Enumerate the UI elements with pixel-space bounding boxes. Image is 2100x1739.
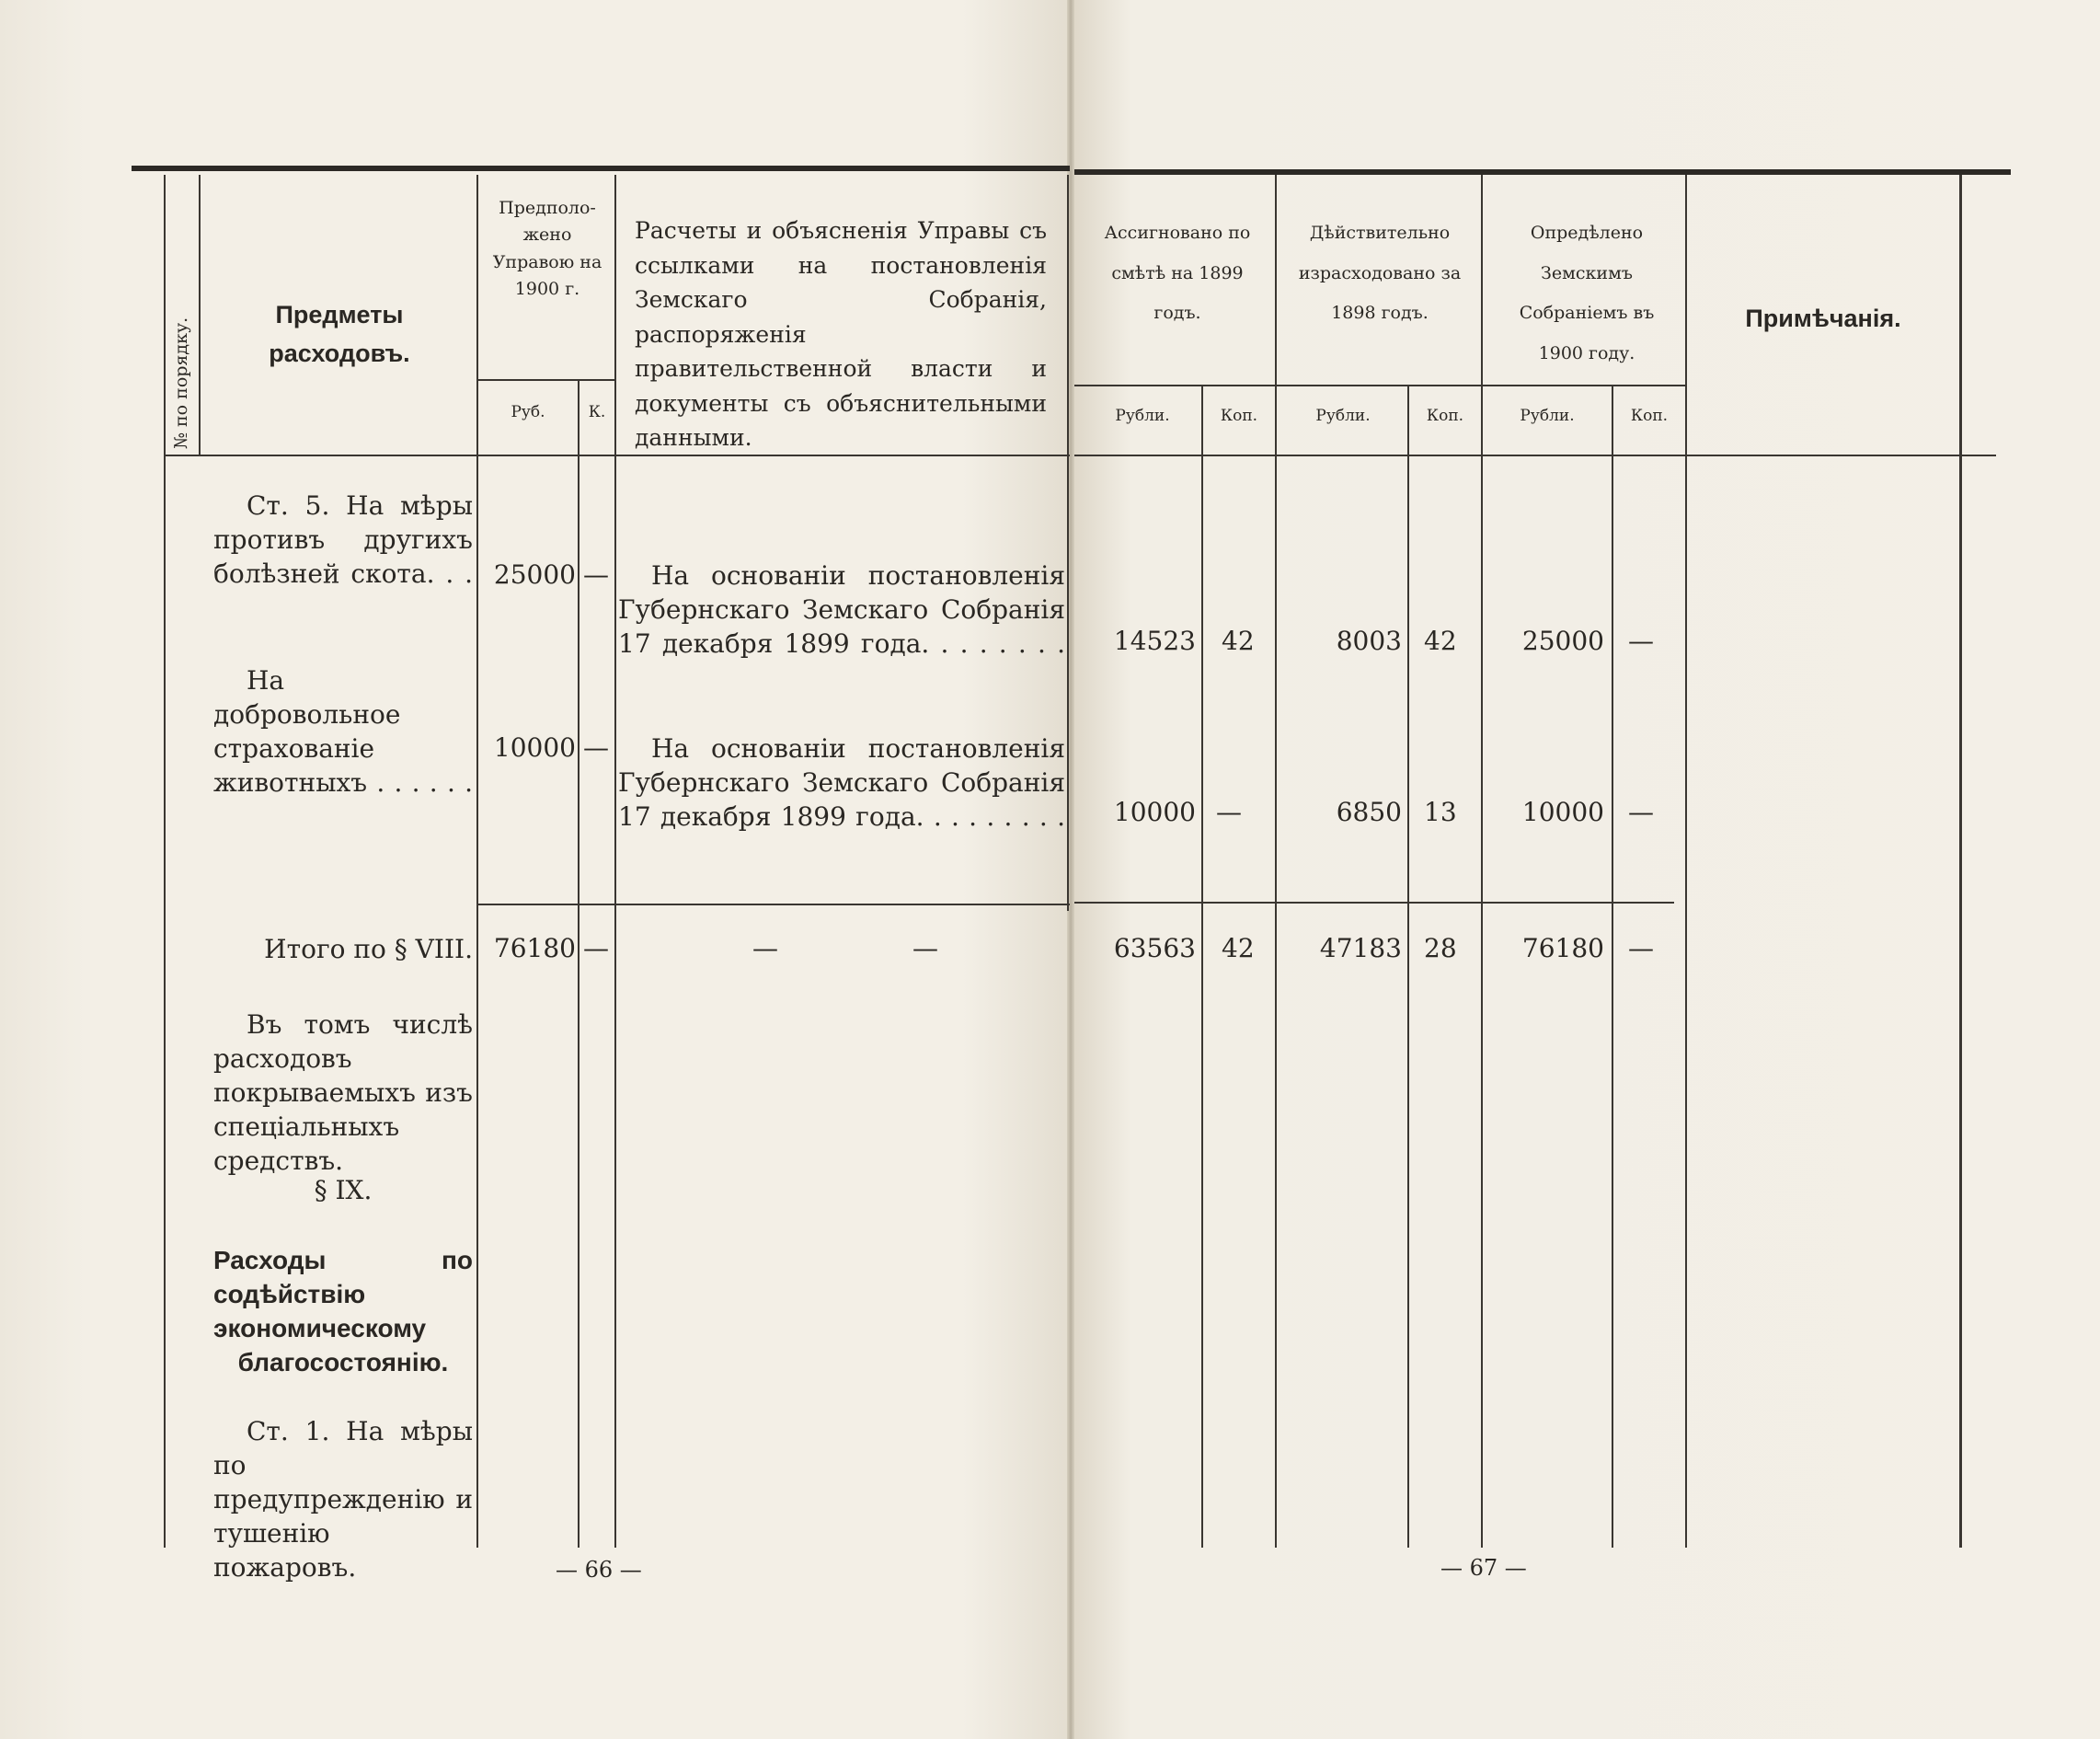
header-proposed-rub: Руб. (511, 403, 545, 421)
vline-spent-kop (1407, 385, 1409, 1548)
row-total-calc-dash1: — (752, 933, 778, 963)
row-total-spent-kop: 28 (1424, 933, 1457, 963)
header-proposed: Предполо-жено Управою на 1900 г. (492, 198, 602, 300)
vline-det-kop (1612, 385, 1613, 1548)
header-det-rub: Рубли. (1520, 407, 1575, 425)
row-vol-proposed-kop: — (583, 732, 609, 763)
row-st5-spent-kop: 42 (1424, 626, 1457, 656)
row-vol-proposed: 10000 (493, 732, 576, 763)
vline-spent-col (1481, 175, 1483, 1548)
row-incl-label: Въ томъ числѣ расходовъ покрываемыхъ изъ спеціальныхъ средствъ. (213, 1009, 473, 1176)
row-vol-assigned-kop: — (1216, 797, 1242, 827)
row-vol-det-kop: — (1628, 797, 1654, 827)
header-assigned: Ассигновано по смѣтѣ на 1899 годъ. (1104, 223, 1251, 324)
header-assigned-rub: Рубли. (1115, 407, 1170, 425)
top-rule-left (132, 166, 1070, 171)
vline-items-col (476, 175, 478, 1548)
row-vol-spent-kop: 13 (1424, 797, 1457, 827)
row-total-spent-rub: 47183 (1319, 933, 1402, 963)
row-st5-assigned-kop: 42 (1222, 626, 1255, 656)
section-title: Расходы по содѣйствію экономическому благосостоянію. (213, 1246, 473, 1376)
header-det-kop: Коп. (1630, 407, 1669, 425)
header-bottom-rule-right (1074, 455, 1996, 456)
header-calc: Расчеты и объясненія Управы съ ссылками на постановленія Земскаго Собранія, распоряженія правительственной власти и документы съ объяснительными данными. (635, 217, 1047, 451)
header-proposed-kop: К. (588, 403, 606, 421)
row-vol-det-rub: 10000 (1521, 797, 1604, 827)
row-st5-calc: На основаніи постановленія Губернскаго Земскаго Собранія 17 декабря 1899 года. . . . . . . . (618, 560, 1065, 659)
subheader-rule-left (476, 379, 614, 381)
row-st5-proposed: 25000 (493, 559, 576, 590)
total-rule-left (476, 904, 1070, 905)
row-total-proposed-kop: — (583, 933, 609, 963)
row-st1-label: Ст. 1. На мѣры по предупрежденію и тушенію пожаровъ. (213, 1416, 473, 1583)
row-st5-det-rub: 25000 (1521, 626, 1604, 656)
header-spent-kop: Коп. (1426, 407, 1464, 425)
vline-kop-col (578, 379, 580, 1548)
row-total-assigned-kop: 42 (1222, 933, 1255, 963)
header-assigned-kop: Коп. (1220, 407, 1258, 425)
header-items: Предметы расходовъ. (269, 301, 410, 367)
vline-assigned-col (1275, 175, 1277, 1548)
row-vol-label: На добровольное страхованіе животныхъ . . . . . . (213, 665, 473, 798)
row-st5-det-kop: — (1628, 626, 1654, 656)
header-determined: Опредѣлено Земскимъ Собраніемъ въ 1900 году. (1519, 223, 1655, 364)
vline-det-col (1685, 175, 1687, 1548)
row-total-proposed: 76180 (493, 933, 576, 963)
row-vol-assigned-rub: 10000 (1113, 797, 1196, 827)
section-number: § IX. (314, 1175, 373, 1205)
row-total-det-kop: — (1628, 933, 1654, 963)
vline-assigned-kop (1201, 385, 1203, 1548)
vline-number-col (199, 175, 201, 455)
header-notes: Примѣчанія. (1745, 305, 1901, 332)
row-total-calc-dash2: — (912, 933, 938, 963)
row-st5-spent-rub: 8003 (1336, 626, 1402, 656)
page-number-right: — 67 — (1440, 1555, 1527, 1581)
vline-left-edge (164, 175, 166, 1548)
header-number: № по порядку. (171, 317, 191, 449)
row-st5-proposed-kop: — (583, 559, 609, 590)
row-total-assigned-rub: 63563 (1113, 933, 1196, 963)
row-vol-spent-rub: 6850 (1336, 797, 1402, 827)
top-rule-right (1074, 169, 2011, 175)
vline-calc-col-right (1067, 175, 1069, 911)
row-vol-calc: На основаніи постановленія Губернскаго Земскаго Собранія 17 декабря 1899 года. . . . . . . . . (618, 733, 1065, 832)
row-st5-assigned-rub: 14523 (1113, 626, 1196, 656)
header-spent-rub: Рубли. (1315, 407, 1371, 425)
vline-right-edge (1959, 175, 1962, 1548)
row-total-label: Итого по § VIII. (264, 934, 473, 964)
header-spent: Дѣйствительно израсходовано за 1898 годъ. (1298, 223, 1462, 324)
page-number-left: — 66 — (556, 1557, 642, 1583)
vline-proposed-col (614, 175, 616, 1548)
subheader-rule-right (1074, 385, 1686, 386)
total-rule-right (1074, 902, 1674, 904)
row-st5-label: Ст. 5. На мѣры противъ другихъ болѣзней скота. . . (213, 490, 473, 589)
row-total-det-rub: 76180 (1521, 933, 1604, 963)
